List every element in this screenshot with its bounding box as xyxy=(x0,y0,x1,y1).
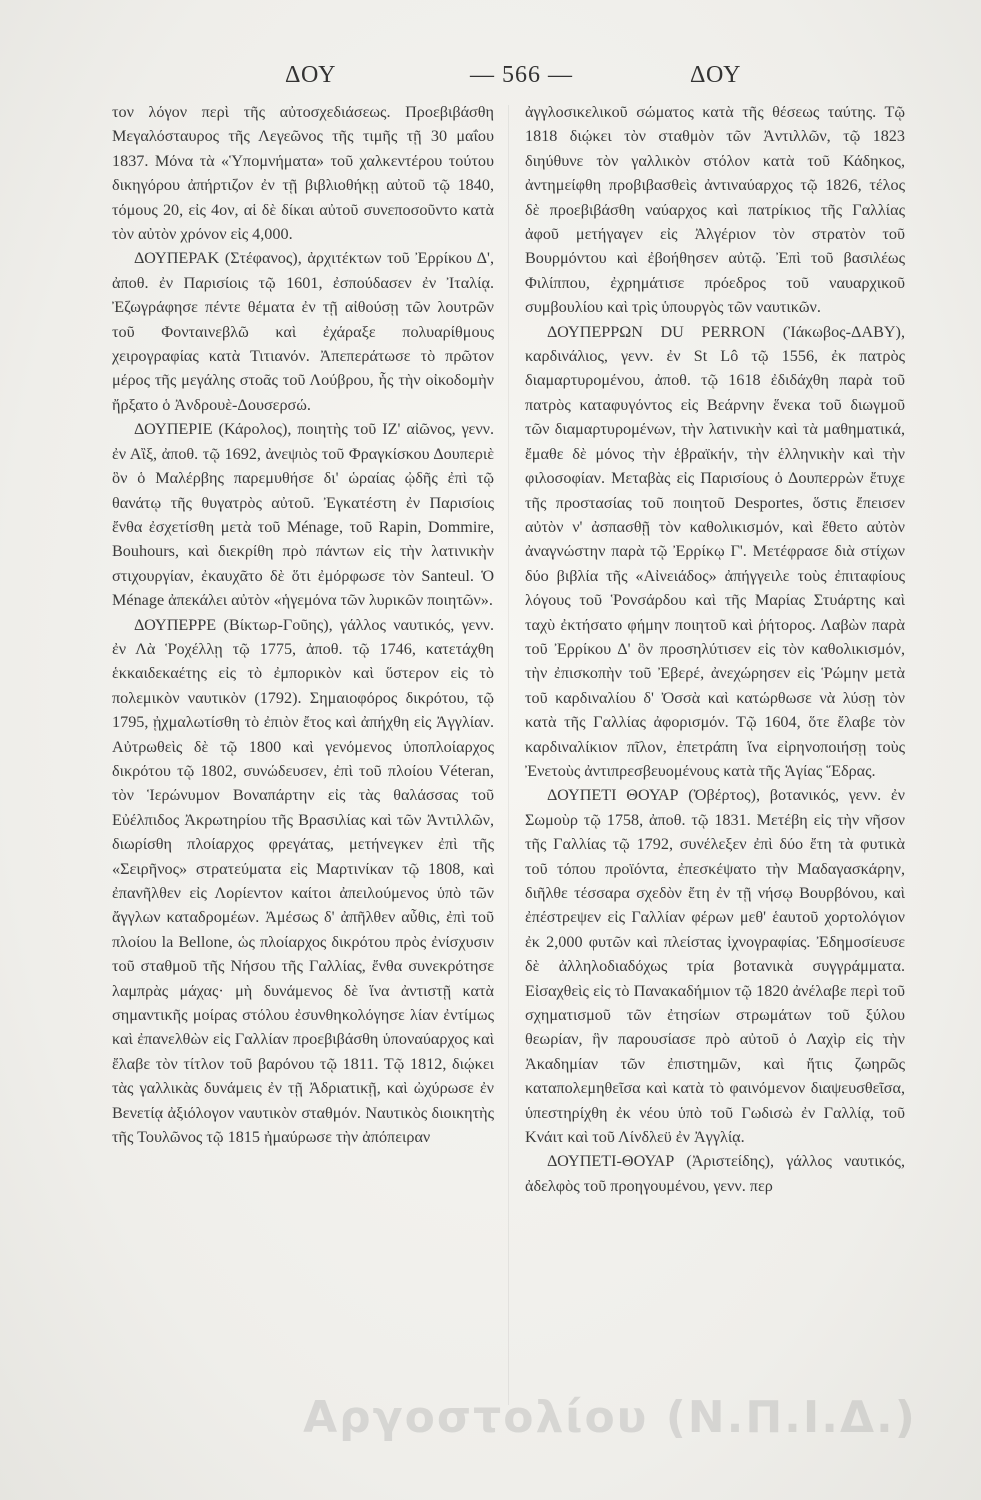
page-number: — 566 — xyxy=(470,62,573,88)
right-column xyxy=(525,100,905,1198)
entry-douperron: ΔΟΥΠΕΡΡΩΝ DU PERRON (Ἰάκωβος-ΔΑΒΥ), καρδινάλιος, γενν. ἐν St Lô τῷ 1556, ἐκ πατρὸς διαμαρτυρομένου, ἀποθ. τῷ 1618 ἐδιδάχθη παρὰ τοῦ πατρὸς καταφυγόντος εἰς Βεάρνην ἕνεκα τοῦ διωγμοῦ τῶν διαμαρτυρομένων, τὴν λατινικὴν καὶ τὰ μαθηματικά, ἔμαθε δὲ μόνος τὴν ἑβραϊκήν, τὴν ἑλληνικὴν καὶ τὴν φιλοσοφίαν. Μεταβὰς εἰς Παρισίους ὁ Δουπερρὼν ἔτυχε τῆς προστασίας τοῦ ποιητοῦ Desportes, ὅστις ἔπεισεν αὐτὸν ν' ἀσπασθῇ τὸν καθολικισμόν, καὶ ἔθετο αὐτὸν ἀναγνώστην παρὰ τῷ Ἐρρίκῳ Γ'. Μετέφρασε διὰ στίχων δύο βιβλία τῆς «Αἰνειάδος» ἀπήγγειλε τοὺς ἐπιταφίους λόγους τοῦ Ῥονσάρδου καὶ τῆς Μαρίας Στυάρτης καὶ ταχὺ ἐκτήσατο φήμην ποιητοῦ καὶ ῥήτορος. Λαβὼν παρὰ τοῦ Ἐρρίκου Δ' ὃν προσηλύτισεν εἰς τὸν καθολικισμόν, τὴν ἐπισκοπὴν τοῦ Ἐβερέ, ἀνεχώρησεν εἰς Ῥώμην μετὰ τοῦ καρδιναλίου δ' Ὀσσὰ καὶ κατώρθωσε νὰ λύσῃ τὸν κατὰ τῆς Γαλλίας ἀφορισμόν. Τῷ 1604, ὅτε ἔλαβε τὸν καρδιναλίκιον πῖλον, ἐπετράπη ἵνα εἰρηνοποιήσῃ τοὺς Ἐνετοὺς ἀντιπρεσβευομένους κατὰ τῆς Ἁγίας Ἕδρας. xyxy=(525,322,905,780)
page-header xyxy=(110,62,900,102)
left-column xyxy=(112,100,494,1149)
entry-douperak: ΔΟΥΠΕΡΑΚ (Στέφανος), ἀρχιτέκτων τοῦ Ἐρρίκου Δ', ἀποθ. ἐν Παρισίοις τῷ 1601, ἐσπούδασεν ἐν Ἰταλίᾳ. Ἐζωγράφησε πέντε θέματα ἐν τῇ αἰθούσῃ τῶν λουτρῶν τοῦ Φονταινεβλῶ καὶ ἐχάραξε πολυαρίθμους χειρογραφίας κατὰ Τιτιανόν. Ἀπεπεράτωσε τὸ πρῶτον μέρος τῆς μεγάλης στοᾶς τοῦ Λούβρου, ἧς τὴν οἰκοδομὴν ἤρξατο ὁ Ἀνδρουὲ-Δουσερσώ. xyxy=(112,249,494,414)
entry-douperie: ΔΟΥΠΕΡΙΕ (Κάρολος), ποιητὴς τοῦ ΙΖ' αἰῶνος, γενν. ἐν Αἲξ, ἀποθ. τῷ 1692, ἀνεψιὸς τοῦ Φραγκίσκου Δουπεριὲ ὃν ὁ Μαλέρβης παρεμυθήσε δι' ὡραίας ᾠδῆς ἐπὶ τῷ θανάτῳ τῆς θυγατρὸς αὐτοῦ. Ἐγκατέστη ἐν Παρισίοις ἔνθα ἐσχετίσθη μετὰ τοῦ Ménage, τοῦ Rapin, Dommire, Bouhours, καὶ διεκρίθη πρὸ πάντων εἰς τὴν λατινικὴν στιχουργίαν, ἐκαυχᾶτο δὲ ὅτι ἐμόρφωσε τὸν Santeul. Ὁ Ménage ἀπεκάλει αὐτὸν «ἡγεμόνα τῶν λυρικῶν ποιητῶν». xyxy=(112,420,494,610)
header-right-word: ΔΟΥ xyxy=(690,62,742,88)
entry-doupeti-thouar: ΔΟΥΠΕΤΙ ΘΟΥΑΡ (Ὀβέρτος), βοτανικός, γενν. ἐν Σωμοὺρ τῷ 1758, ἀποθ. τῷ 1831. Μετέβη εἰς τὴν νῆσον τῆς Γαλλίας τῷ 1792, συνέλεξεν ἐπὶ δύο ἔτη τὰ φυτικὰ τοῦ τόπου προϊόντα, ἐπεσκέψατο τὴν Μαδαγασκάρην, διῆλθε τέσσαρα σχεδὸν ἔτη ἐν τῇ νήσῳ Βουρβόνου, καὶ ἐπέστρεψεν εἰς Γαλλίαν φέρων μεθ' ἑαυτοῦ χορτολόγιον ἐκ 2,000 φυτῶν καὶ πλείστας ἰχνογραφίας. Ἐδημοσίευσε δὲ ἀλληλοδιαδόχως τρία βοτανικὰ συγγράμματα. Εἰσαχθεὶς εἰς τὸ Πανακαδήμιον τῷ 1820 ἀνέλαβε περὶ τοῦ σχηματισμοῦ τῶν ἐτησίων στρωμάτων τοῦ ξύλου θεωρίαν, ἣν παρουσίασε πρὸ αὐτοῦ ὁ Λαχὶρ εἰς τὴν Ἀκαδημίαν τῶν ἐπιστημῶν, καὶ ἥτις ζωηρῶς καταπολεμηθεῖσα καὶ κατὰ τὸ φαινόμενον διαψευσθεῖσα, ὑπεστηρίχθη ἐκ νέου ὑπὸ τοῦ Γωδισὼ ἐν Γαλλίᾳ, τοῦ Κνάιτ καὶ τοῦ Λίνδλεϋ ἐν Ἀγγλίᾳ. xyxy=(525,786,905,1147)
entry-doupeti-thouar-aristides: ΔΟΥΠΕΤΙ-ΘΟΥΑΡ (Ἀριστείδης), γάλλος ναυτικός, ἀδελφὸς τοῦ προηγουμένου, γενν. περ xyxy=(525,1152,905,1195)
column-divider xyxy=(508,105,509,1405)
continued-paragraph-right: ἀγγλοσικελικοῦ σώματος κατὰ τῆς θέσεως ταύτης. Τῷ 1818 διῴκει τὸν σταθμὸν τῶν Ἀντιλλῶν, τῷ 1823 διηύθυνε τὸν γαλλικὸν στόλον κατὰ τοῦ Κάδηκος, ἀντημείφθη προβιβασθεὶς ἀντιναύαρχος τῷ 1826, τέλος δὲ προεβιβάσθη ναύαρχος καὶ πατρίκιος τῆς Γαλλίας ἀφοῦ μετήγαγεν εἰς Ἀλγέριον τὸν στρατὸν τοῦ Βουρμόντου καὶ ἐβοήθησεν αὐτῷ. Ἐπὶ τοῦ βασιλέως Φιλίππου, ἐχρημάτισε πρόεδρος τοῦ ναυαρχικοῦ συμβουλίου καὶ τρὶς ὑπουργὸς τῶν ναυτικῶν. xyxy=(525,103,905,317)
header-left-word: ΔΟΥ xyxy=(285,62,337,88)
library-watermark: Αργοστολίου (Ν.Π.Ι.Δ.) xyxy=(303,1392,917,1443)
entry-douperre: ΔΟΥΠΕΡΡΕ (Βίκτωρ-Γοῦης), γάλλος ναυτικός, γενν. ἐν Λὰ Ῥοχέλλῃ τῷ 1775, ἀποθ. τῷ 1746, κατετάχθη ἑκκαιδεκαέτης εἰς τὸ ἐμπορικὸν καὶ ὕστερον εἰς τὸ πολεμικὸν ναυτικὸν (1792). Σημαιοφόρος δικρότου, τῷ 1795, ᾐχμαλωτίσθη τὸ ἐπιὸν ἔτος καὶ ἀπήχθη εἰς Ἀγγλίαν. Αὐτρωθεὶς δὲ τῷ 1800 καὶ γενόμενος ὑποπλοίαρχος δικρότου τῷ 1802, συνώδευσεν, ἐπὶ τοῦ πλοίου Véteran, τὸν Ἱερώνυμον Βοναπάρτην εἰς τὰς θαλάσσας τοῦ Εὐέλπιδος Ἀκρωτηρίου τῆς Βρασιλίας καὶ τῶν Ἀντιλλῶν, διωρίσθη πλοίαρχος φρεγάτας, μετήνεγκεν ἐπὶ τῆς «Σειρῆνος» στρατεύματα εἰς Μαρτινίκαν τῷ 1808, καὶ ἐπανῆλθεν εἰς Λορίεντον καίτοι ἀπειλούμενος ὑπὸ τῶν ἄγγλων καταδρομέων. Ἀμέσως δ' ἀπῆλθεν αὖθις, ἐπὶ τοῦ πλοίου la Bellone, ὡς πλοίαρχος δικρότου πρὸς ἐνίσχυσιν τοῦ σταθμοῦ τῆς Νήσου τῆς Γαλλίας, ἔνθα συνεκρότησε λαμπρὰς μάχας· μὴ δυνάμενος δὲ ἵνα ἀντιστῇ κατὰ σημαντικῆς μοίρας στόλου ἐσυνθηκολόγησε λίαν ἐντίμως καὶ ἐπανελθὼν εἰς Γαλλίαν προεβιβάσθη ὑποναύαρχος καὶ ἔλαβε τὸν τίτλον τοῦ βαρόνου τῷ 1811. Τῷ 1812, διῴκει τὰς γαλλικὰς δυνάμεις ἐν τῇ Ἀδριατικῇ, καὶ ὠχύρωσε ἐν Βενετίᾳ ἀξιόλογον ναυτικὸν σταθμόν. Ναυτικὸς διοικητὴς τῆς Τουλῶνος τῷ 1815 ἠμαύρωσε τὴν ἀπόπειραν xyxy=(112,615,494,1147)
continued-paragraph: τον λόγον περὶ τῆς αὐτοσχεδιάσεως. Προεβιβάσθη Μεγαλόσταυρος τῆς Λεγεῶνος τῆς τιμῆς τῇ 30 μαΐου 1837. Μόνα τὰ «Ὑπομνήματα» τοῦ χαλκεντέρου τούτου δικηγόρου ἀπήρτιζον ἐν τῇ βιβλιοθήκῃ αὐτοῦ τῷ 1840, τόμους 20, εἰς 4ον, αἱ δὲ δίκαι αὐτοῦ συνεποσοῦντο κατὰ τὸν αὐτὸν χρόνον εἰς 4,000. xyxy=(112,103,494,244)
